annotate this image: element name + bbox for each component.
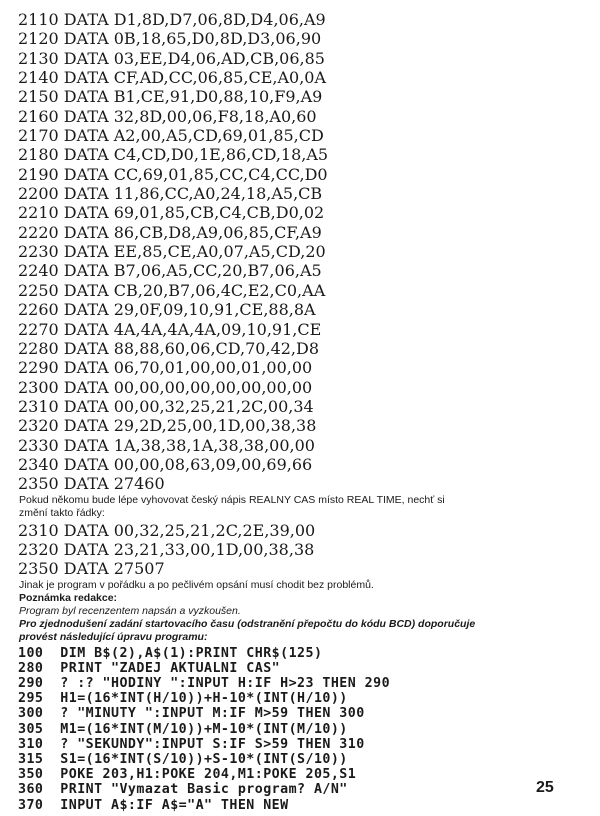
listing-block [18,10,475,813]
data-line: 2340 DATA 00,00,08,63,09,00,69,66 [18,454,313,474]
data-line: 2240 DATA B7,06,A5,CC,20,B7,06,A5 [18,261,322,281]
data-line: 2310 DATA 00,00,32,25,21,2C,00,34 [18,396,314,416]
data-line: 2130 DATA 03,EE,D4,06,AD,CB,06,85 [18,48,325,68]
data-line: 2270 DATA 4A,4A,4A,4A,09,10,91,CE [18,319,322,339]
data-line: 2170 DATA A2,00,A5,CD,69,01,85,CD [18,126,324,146]
data-line: 2230 DATA EE,85,CE,A0,07,A5,CD,20 [18,242,326,262]
data-line: 2190 DATA CC,69,01,85,CC,C4,CC,D0 [18,164,328,184]
alt-data-line: 2350 DATA 27507 [18,559,165,579]
data-line: 2150 DATA B1,CE,91,D0,88,10,F9,A9 [18,87,323,107]
data-line: 2200 DATA 11,86,CC,A0,24,18,A5,CB [18,184,323,204]
editor-note-heading: Poznámka redakce: [19,591,118,604]
alt-data-line: 2320 DATA 23,21,33,00,1D,00,38,38 [18,539,315,559]
basic-line: 300 ? "MINUTY ":INPUT M:IF M>59 THEN 300 [18,706,365,722]
basic-line: 350 POKE 203,H1:POKE 204,M1:POKE 205,S1 [18,767,357,783]
note-czech-line-1: Pokud někomu bude lépe vyhovovat český nápis REALNY CAS místo REAL TIME, nechť si [19,493,445,506]
data-line: 2290 DATA 06,70,01,00,00,01,00,00 [18,358,313,378]
basic-line: 370 INPUT A$:IF A$="A" THEN NEW [18,797,289,813]
basic-line: 315 S1=(16*INT(S/10))+S-10*(INT(S/10)) [18,752,348,768]
data-line: 2330 DATA 1A,38,38,1A,38,38,00,00 [18,435,315,455]
data-line: 2110 DATA D1,8D,D7,06,8D,D4,06,A9 [18,10,326,29]
editor-note-line-1: Program byl recenzentem napsán a vyzkoušen. [19,604,241,617]
alt-data-listing [18,521,475,579]
page-number: 25 [536,779,554,796]
data-line: 2280 DATA 88,88,60,06,CD,70,42,D8 [18,338,320,358]
basic-line: 360 PRINT "Vymazat Basic program? A/N" [18,782,348,798]
data-line: 2220 DATA 86,CB,D8,A9,06,85,CF,A9 [18,222,322,242]
basic-line: 290 ? :? "HODINY ":INPUT H:IF H>23 THEN 290 [18,676,391,692]
data-line: 2350 DATA 27460 [18,474,165,494]
editor-note-line-2: Pro zjednodušení zadání startovacího času (odstranění přepočtu do kódu BCD) doporučuje [19,617,476,630]
basic-line: 100 DIM B$(2),A$(1):PRINT CHR$(125) [18,645,323,661]
data-line: 2140 DATA CF,AD,CC,06,85,CE,A0,0A [18,68,327,88]
basic-line: 310 ? "SEKUNDY":INPUT S:IF S>59 THEN 310 [18,736,365,752]
data-line: 2180 DATA C4,CD,D0,1E,86,CD,18,A5 [18,145,329,165]
data-line: 2250 DATA CB,20,B7,06,4C,E2,C0,AA [18,280,326,300]
editor-note-line-3: provést následující úpravu programu: [19,630,208,643]
data-line: 2300 DATA 00,00,00,00,00,00,00,00 [18,377,313,397]
basic-listing [18,646,475,813]
basic-line: 305 M1=(16*INT(M/10))+M-10*(INT(M/10)) [18,721,348,737]
data-line: 2320 DATA 29,2D,25,00,1D,00,38,38 [18,416,317,436]
alt-data-line: 2310 DATA 00,32,25,21,2C,2E,39,00 [18,520,316,540]
data-line: 2260 DATA 29,0F,09,10,91,CE,88,8A [18,300,316,320]
note-czech-line-2: změní takto řádky: [19,506,105,519]
data-line: 2210 DATA 69,01,85,CB,C4,CB,D0,02 [18,203,325,223]
basic-line: 295 H1=(16*INT(H/10))+H-10*(INT(H/10)) [18,691,348,707]
note-after-alt: Jinak je program v pořádku a po pečlivém opsání musí chodit bez problémů. [19,578,374,591]
data-line: 2120 DATA 0B,18,65,D0,8D,D3,06,90 [18,29,322,49]
data-listing [18,10,475,494]
data-line: 2160 DATA 32,8D,00,06,F8,18,A0,60 [18,106,317,126]
basic-line: 280 PRINT "ZADEJ AKTUALNI CAS" [18,660,281,676]
